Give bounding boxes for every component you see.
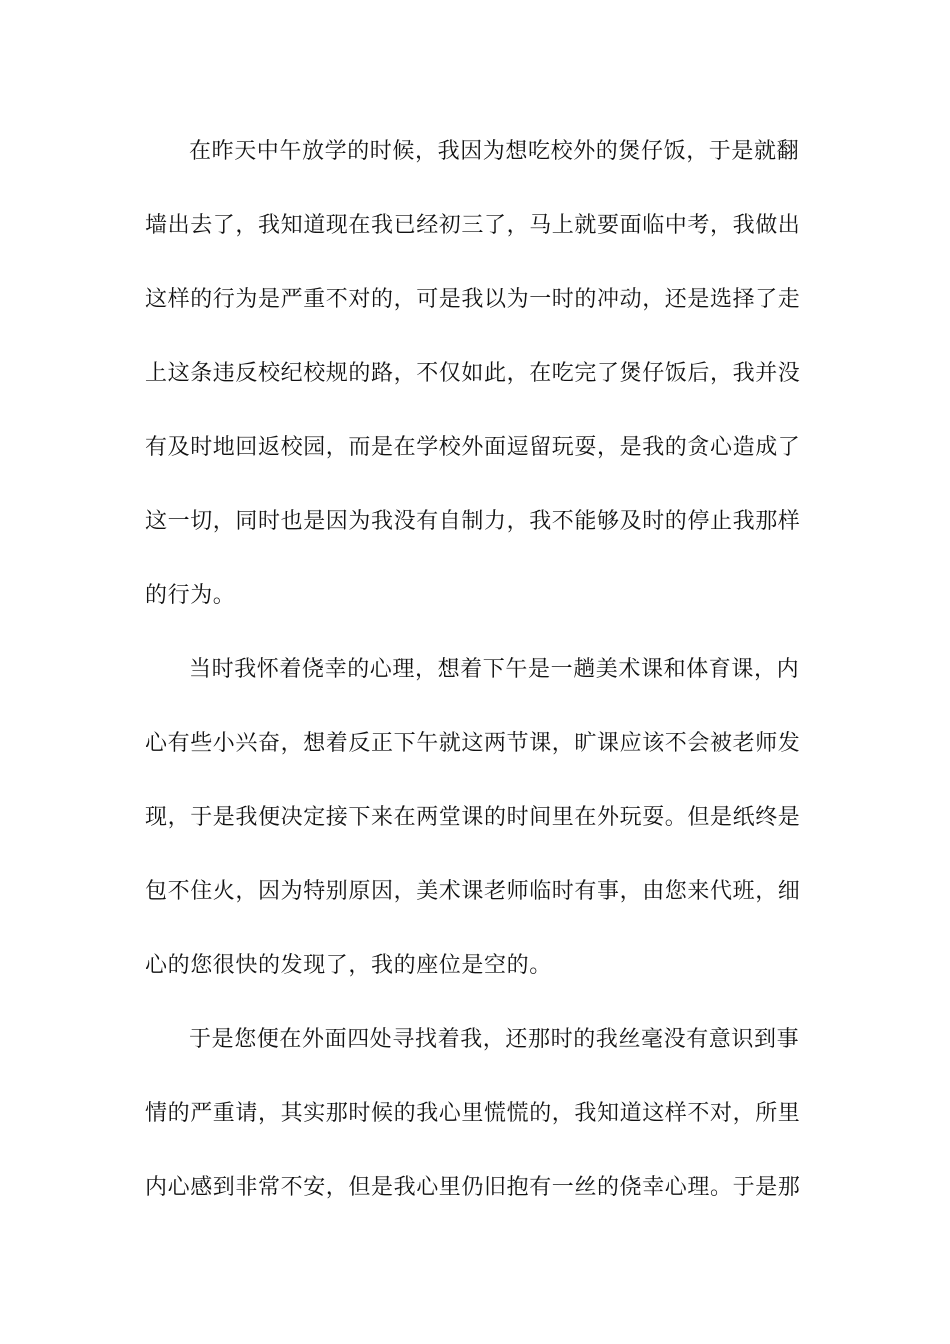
paragraph-3-line-2: 情的严重请，其实那时候的我心里慌慌的，我知道这样不对，所里 — [145, 1101, 801, 1126]
paragraph-1-line-3: 这样的行为是严重不对的，可是我以为一时的冲动，还是选择了走 — [145, 287, 801, 312]
paragraph-2-line-5: 心的您很快的发现了，我的座位是空的。 — [145, 953, 552, 978]
paragraph-1-line-5: 有及时地回返校园，而是在学校外面逗留玩耍，是我的贪心造成了 — [145, 435, 801, 460]
document-body — [145, 132, 805, 1242]
paragraph-3-line-1: 于是您便在外面四处寻找着我，还那时的我丝毫没有意识到事 — [189, 1027, 800, 1052]
paragraph-1-line-4: 上这条违反校纪校规的路，不仅如此，在吃完了煲仔饭后，我并没 — [145, 361, 801, 386]
paragraph-2-line-1: 当时我怀着侥幸的心理，想着下午是一趟美术课和体育课，内 — [189, 657, 800, 682]
paragraph-1-line-6: 这一切，同时也是因为我没有自制力，我不能够及时的停止我那样 — [145, 509, 801, 534]
paragraph-2-line-4: 包不住火，因为特别原因，美术课老师临时有事，由您来代班，细 — [145, 879, 801, 904]
paragraph-1-line-7: 的行为。 — [145, 583, 236, 608]
paragraph-2-line-3: 现，于是我便决定接下来在两堂课的时间里在外玩耍。但是纸终是 — [145, 805, 801, 830]
paragraph-3-line-3: 内心感到非常不安，但是我心里仍旧抱有一丝的侥幸心理。于是那 — [145, 1175, 801, 1200]
paragraph-1-line-2: 墙出去了，我知道现在我已经初三了，马上就要面临中考，我做出 — [145, 213, 801, 238]
paragraph-1-line-1: 在昨天中午放学的时候，我因为想吃校外的煲仔饭，于是就翻 — [189, 139, 800, 164]
paragraph-2-line-2: 心有些小兴奋，想着反正下午就这两节课，旷课应该不会被老师发 — [145, 731, 801, 756]
